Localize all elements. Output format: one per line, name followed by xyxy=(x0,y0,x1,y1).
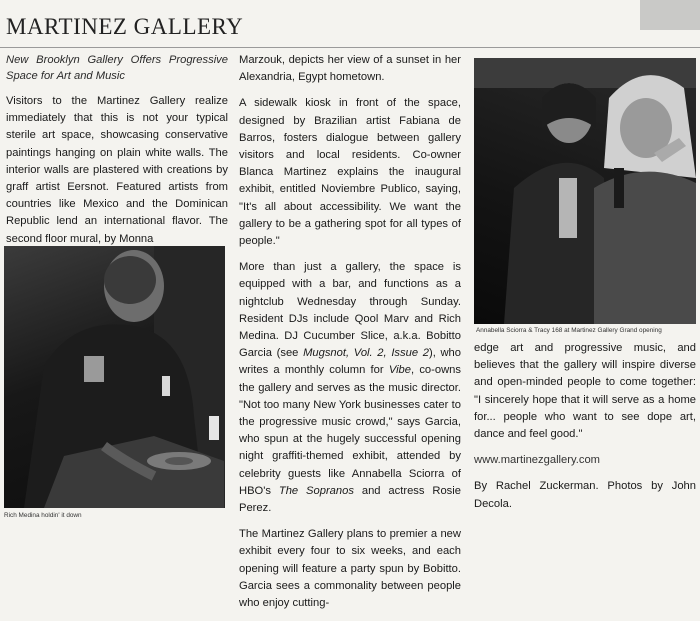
text-segment: , co-owns the gallery and serves as the music director. "Not too many New York businesses cater to the progressive music crowd," says Garcia, who spun at the hugely successful opening night graffiti-themed exhibit, attended by celebrity guests like Annabella Sciorra of HBO's xyxy=(239,364,461,497)
article-column-3 xyxy=(474,340,696,522)
paragraph-closing: edge art and progressive music, and believes that the gallery will inspire diverse and open-minded people to come together: "I sincerely hope that it will serve as a home for... people who want to see dope art, dance and feel good." xyxy=(474,342,696,441)
article-dek: New Brooklyn Gallery Offers Progressive Space for Art and Music xyxy=(6,54,228,82)
paragraph-intro: Visitors to the Martinez Gallery realize immediately that this is not your typical sterile art space, showcasing conservative paintings hanging on plain white walls. The interior walls are plastered with creations by graff artist Eersnot. Featured artists from countries like Mexico and the Dominican Republic lend an international flavor. The second floor mural, by Monna xyxy=(6,95,228,245)
photo-dj-rich-medina xyxy=(4,246,225,508)
photo-caption-2: Annabella Sciorra & Tracy 168 at Martinez Gallery Grand opening xyxy=(476,327,662,334)
article-column-1 xyxy=(6,52,228,257)
text-segment: ), who writes a monthly column for xyxy=(239,347,462,377)
page-title: MARTINEZ GALLERY xyxy=(6,14,244,39)
article-column-2 xyxy=(239,52,461,621)
title-divider xyxy=(0,47,700,48)
photo-caption-1: Rich Medina holdin' it down xyxy=(4,512,82,519)
paragraph-exhibits: The Martinez Gallery plans to premier a new exhibit every four to six weeks, and each opening will feature a party spun by Bobitto. Garcia sees a commonality between people who enjoy cutting- xyxy=(239,528,461,610)
magazine-reference: Mugsnot, Vol. 2, Issue 2 xyxy=(303,347,429,360)
guests-photo-illustration xyxy=(474,58,696,324)
page-corner-tab xyxy=(640,0,700,30)
text-segment: and actress Rosie Perez. xyxy=(239,484,461,515)
magazine-title-vibe: Vibe xyxy=(388,364,412,377)
photo-sciorra-and-tracy xyxy=(474,58,696,324)
paragraph-mural: Marzouk, depicts her view of a sunset in her Alexandria, Egypt hometown. xyxy=(239,54,461,84)
show-title-sopranos: The Sopranos xyxy=(278,484,354,497)
gallery-website-link[interactable]: www.martinezgallery.com xyxy=(474,454,600,467)
paragraph-kiosk: A sidewalk kiosk in front of the space, designed by Brazilian artist Fabiana de Barros, fosters dialogue between gallery visitors and local residents. Co-owner Blanca Martinez explains the inaugural exhibit, entitled Noviembre Publico, saying, "It's all about accessibility. We want the gallery to be a gathering spot for all types of people." xyxy=(239,97,461,248)
article-byline: By Rachel Zuckerman. Photos by John Decola. xyxy=(474,480,696,510)
paragraph-nightclub xyxy=(239,259,461,517)
text-segment: More than just a gallery, the space is equipped with a bar, and functions as a nightclub Wednesday through Sunday. Resident DJs include Qool Marv and Rich Medina. DJ Cucumber Slice, a.k.a. Bobitto Garcia (see xyxy=(239,261,461,360)
dj-photo-illustration xyxy=(4,246,225,508)
